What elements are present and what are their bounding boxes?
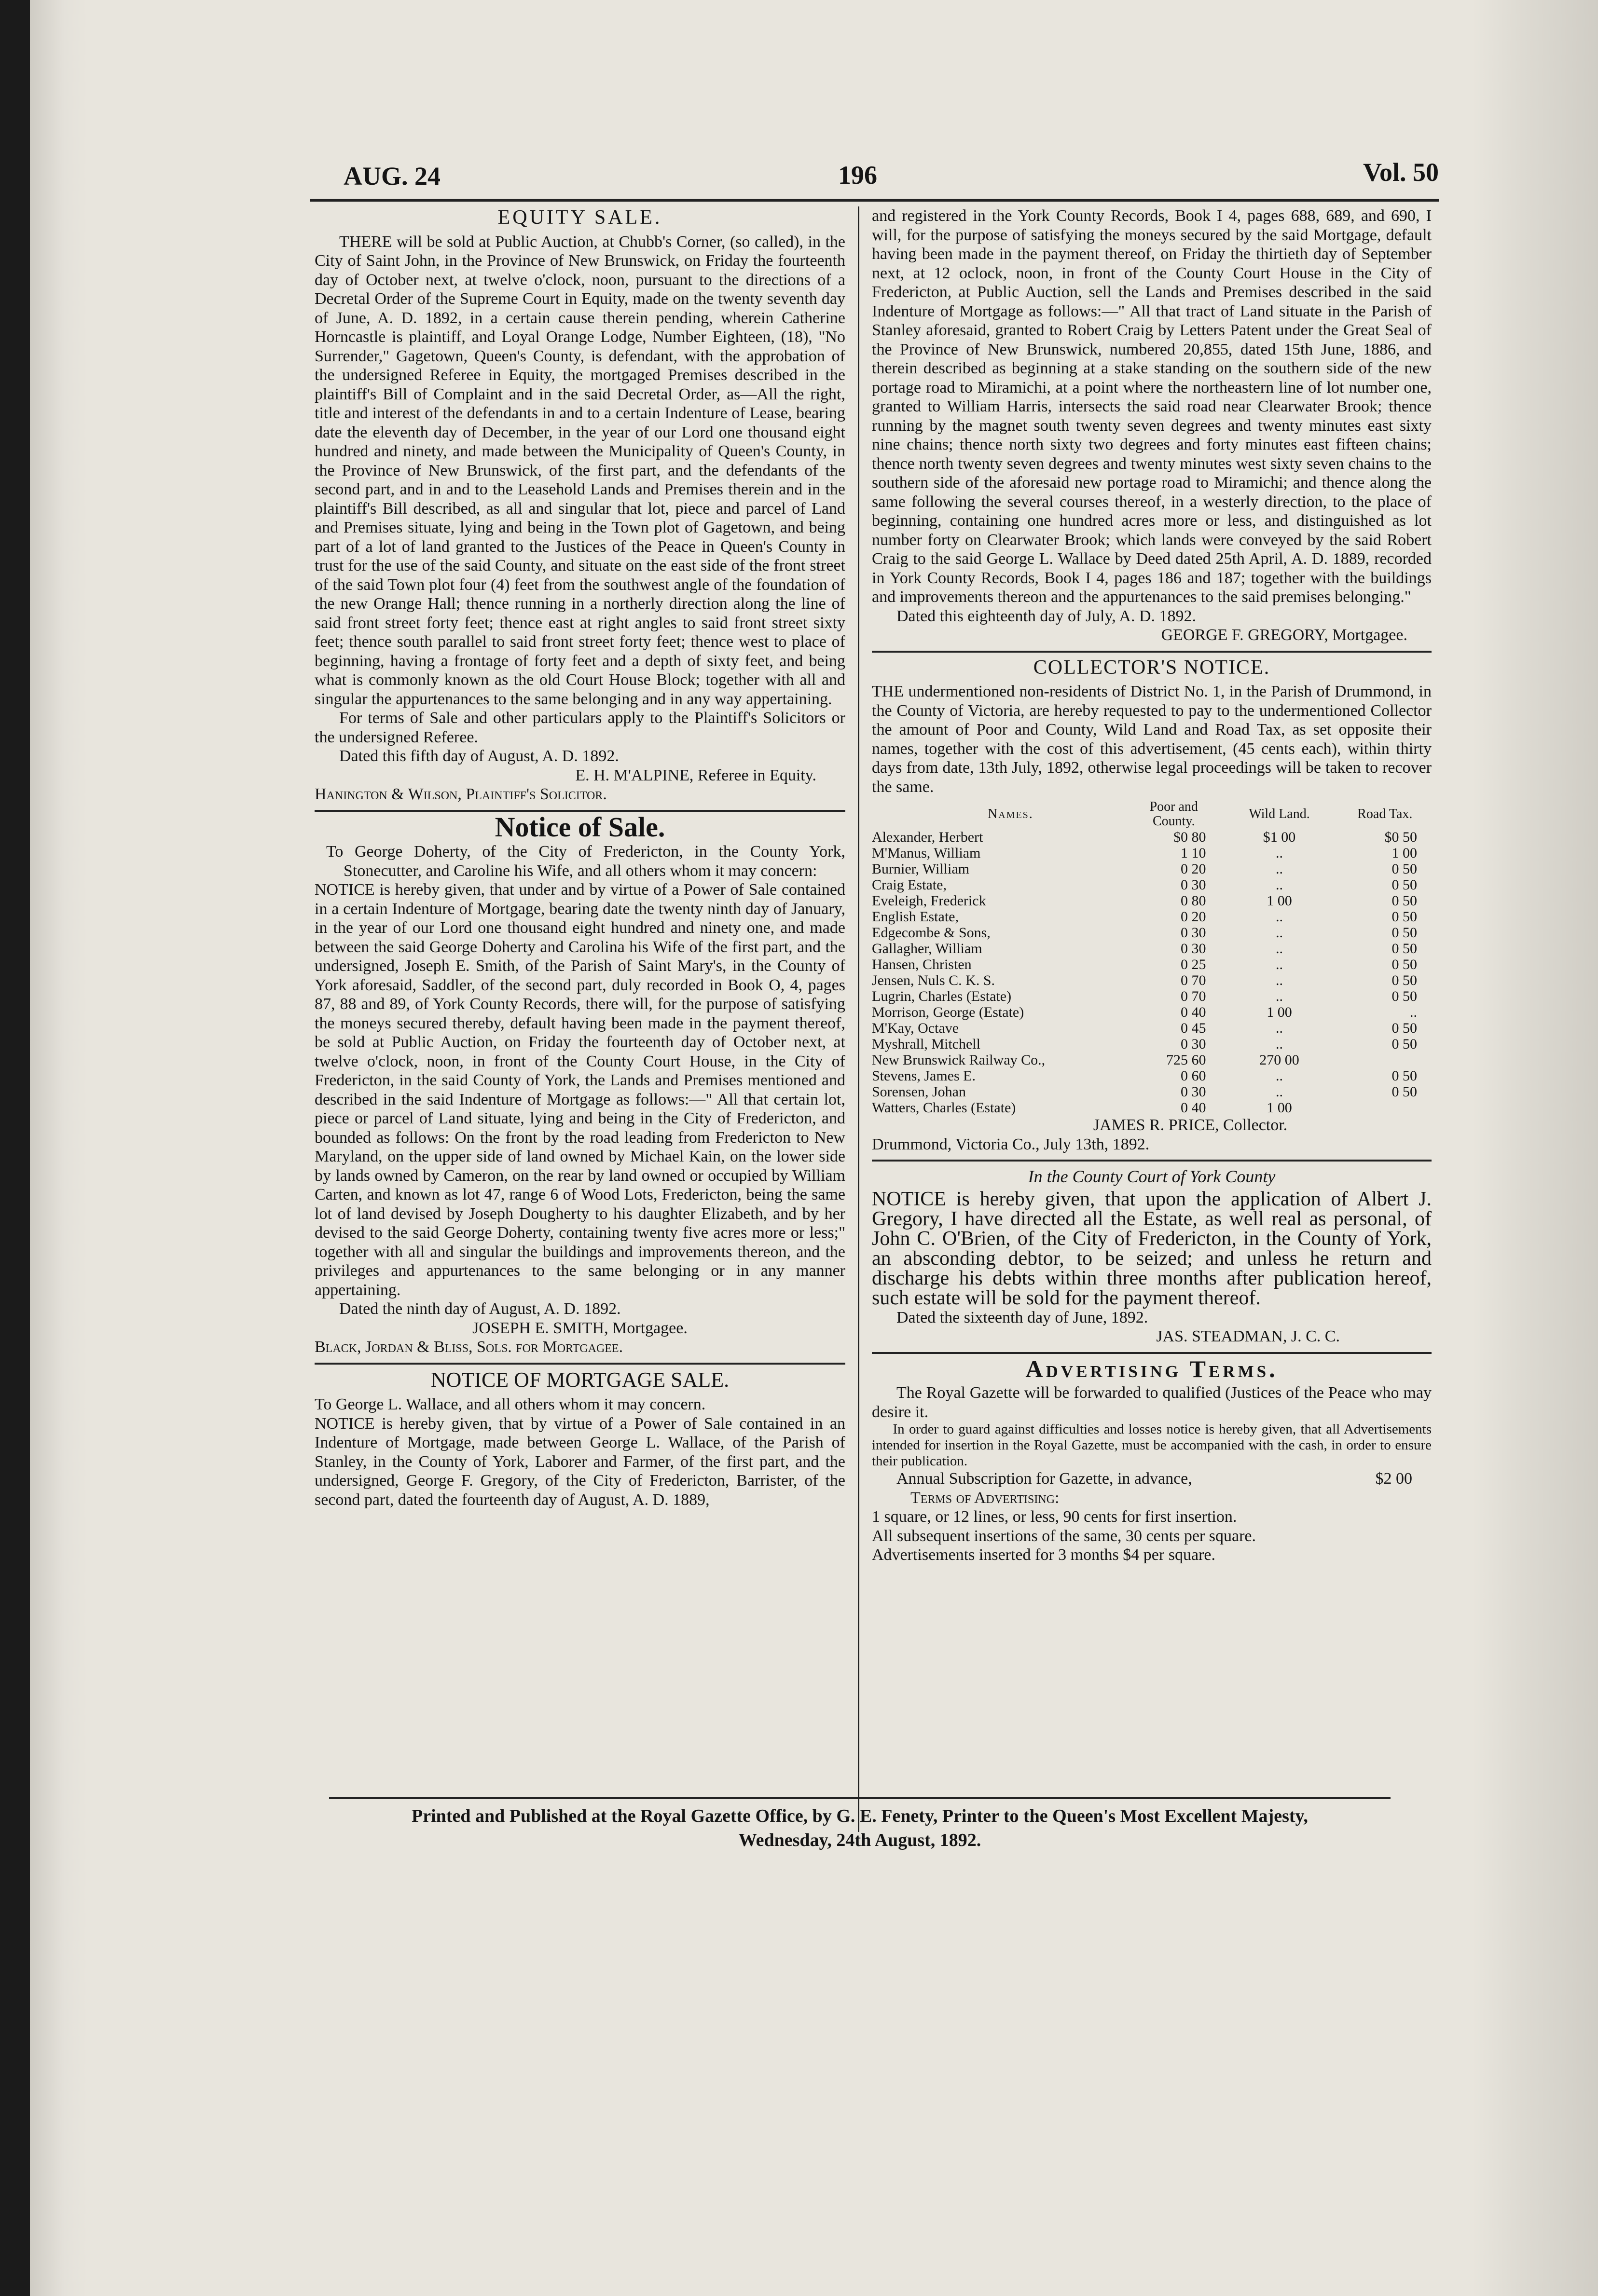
tax-table-row (872, 829, 1432, 845)
tax-name-cell: Alexander, Herbert (872, 829, 983, 845)
tax-road-tax-cell: 0 50 (1391, 877, 1417, 893)
tax-poor-county-cell: 1 10 (1180, 845, 1206, 861)
header-date: AUG. 24 (344, 162, 441, 191)
tax-name-cell: New Brunswick Railway Co., (872, 1052, 1046, 1068)
tax-wild-land-cell: .. (1276, 861, 1283, 877)
tax-road-tax-cell (1338, 1100, 1432, 1116)
section-rule (872, 651, 1432, 653)
tax-table-row (872, 941, 1432, 957)
equity-sale-terms: For terms of Sale and other particulars apply to the Plaintiff's Solicitors or the undersigned Referee. (315, 709, 845, 746)
tax-name-cell: Jensen, Nuls C. K. S. (872, 972, 995, 988)
tax-wild-land-cell: .. (1276, 1068, 1283, 1084)
mortgage-sale-address: To George L. Wallace, and all others whom it may concern. (315, 1395, 706, 1413)
tax-table-row (872, 861, 1432, 877)
mortgage-sale-dated: Dated this eighteenth day of July, A. D. 1892. (896, 607, 1197, 625)
tax-name-cell: Stevens, James E. (872, 1068, 976, 1084)
tax-poor-county-cell: 0 70 (1180, 988, 1206, 1004)
left-column (315, 206, 845, 1509)
page-right-margin (1473, 0, 1598, 2296)
tax-name-cell: English Estate, (872, 909, 959, 925)
tax-table-row (872, 1004, 1432, 1020)
tax-road-tax-cell: 0 50 (1391, 893, 1417, 909)
column-header-names: Names. (988, 806, 1033, 821)
tax-poor-county-cell: 0 25 (1180, 957, 1206, 972)
county-court-title: In the County Court of York County (1028, 1167, 1276, 1186)
tax-name-cell: Hansen, Christen (872, 957, 972, 972)
tax-wild-land-cell: .. (1276, 1036, 1283, 1052)
tax-road-tax-cell: 1 00 (1391, 845, 1417, 861)
tax-poor-county-cell: 0 40 (1180, 1004, 1206, 1020)
tax-wild-land-cell: .. (1276, 909, 1283, 925)
notice-of-sale-signature: JOSEPH E. SMITH, Mortgagee. (472, 1319, 688, 1337)
notice-of-sale-dated: Dated the ninth day of August, A. D. 1892. (339, 1300, 621, 1318)
tax-table-row (872, 1020, 1432, 1036)
tax-table-row (872, 845, 1432, 861)
tax-wild-land-cell: .. (1276, 988, 1283, 1004)
page-left-margin (30, 0, 88, 2296)
mortgage-sale-body-continued: and registered in the York County Records, Book I 4, pages 688, 689, and 690, I will, for the purpose of satisfying the moneys secured by the said Mortgage, default having been made in the payment thereof, on Friday the thirtieth day of September next, at 12 oclock, noon, in front of the County Court House in the City of Fredericton, at Public Auction, sell the Lands and Premises described in the said Indenture of Mortgage as follows:—" All that tract of Land situate in the Parish of Stanley aforesaid, granted to Robert Craig by Letters Patent under the Great Seal of the Province of New Brunswick, numbered 20,855, dated 15th June, 1886, and therein described as beginning at a stake standing on the southern side of the new portage road to Miramichi, at a point where the northeastern line of lot number one, granted to William Harris, intersects the said road near Clearwater Brook; thence running by the magnet south twenty seven degrees and twenty minutes east sixty nine chains; thence north sixty two degrees and forty minutes east fifteen chains; thence north twenty seven degrees and twenty minutes west sixty seven chains to the southern side of the aforesaid new portage road to Miramichi; and thence along the same following the several courses thereof, in a westerly direction, to the place of beginning, containing one hundred acres more or less, and distinguished as lot number forty on Clearwater Brook; which lands were conveyed by the said Robert Craig to the said George L. Wallace by Deed dated 25th April, A. D. 1889, recorded in York County Records, Book I 4, pages 186 and 187; together with the buildings and improvements thereon and the appurtenances to the said premises belonging." (872, 207, 1432, 606)
header-volume: Vol. 50 (1363, 158, 1439, 187)
equity-sale-signature: E. H. M'ALPINE, Referee in Equity. (575, 766, 816, 784)
tax-poor-county-cell: 0 30 (1180, 877, 1206, 893)
tax-name-cell: Eveleigh, Frederick (872, 893, 986, 909)
section-rule (315, 1363, 845, 1365)
tax-wild-land-cell: .. (1276, 1084, 1283, 1100)
tax-road-tax-cell: 0 50 (1391, 1036, 1417, 1052)
tax-name-cell: Watters, Charles (Estate) (872, 1100, 1016, 1116)
tax-road-tax-cell: 0 50 (1391, 972, 1417, 988)
subscription-price: $2 00 (1375, 1470, 1412, 1488)
notice-of-sale-address: To George Doherty, of the City of Fredericton, in the County York, Stonecutter, and Caroline his Wife, and all others whom it may concern: (326, 843, 845, 880)
tax-road-tax-cell: .. (1410, 1004, 1417, 1020)
notice-of-sale-body: NOTICE is hereby given, that under and by virtue of a Power of Sale contained in a certain Indenture of Mortgage, bearing date the twenty ninth day of January, in the year of our Lord one thousand eight hundred and ninety one, and made between the said George Doherty and Carolina his Wife of the first part, and the undersigned, Joseph E. Smith, of the Parish of Saint Mary's, in the County of York aforesaid, Saddler, of the second part, duly recorded in Book O, 4, pages 87, 88 and 89, of York County Records, there will, for the purpose of satisfying the moneys secured thereby, default having been made in the payment thereof, be sold at Public Auction, on Friday the fourteenth day of October next, at twelve o'clock, noon, in front of the County Court House, in the City of Fredericton, in the said County of York, the Lands and Premises mentioned and described in the said Indenture of Mortgage as follows:—" All that certain lot, piece or parcel of Land situate, lying and being in the City of Fredericton, and bounded as follows: On the front by the road leading from Fredericton to New Maryland, on the upper side of land owned by Michael Kain, on the lower side by lands owned by Cameron, on the rear by land owned or occupied by William Carten, and known as lot 47, range 6 of Wood Lots, Fredericton, being the same lot of land devised by Joseph Dougherty to his daughter Elizabeth, and by her devised to the said George Doherty, containing twenty five acres more or less;" together with all and singular the buildings and improvements thereon, and the privileges and appurtenances to the same belonging or in any manner appertaining. (315, 881, 845, 1299)
collectors-notice-title: COLLECTOR'S NOTICE. (1033, 656, 1270, 679)
tax-road-tax-cell: 0 50 (1391, 1020, 1417, 1036)
page-footer (281, 1804, 1439, 1852)
advertising-gazette-note: The Royal Gazette will be forwarded to qualified (Justices of the Peace who may desire it. (872, 1384, 1432, 1421)
tax-wild-land-cell: .. (1276, 925, 1283, 941)
section-rule (872, 1160, 1432, 1162)
tax-road-tax-cell: 0 50 (1391, 1068, 1417, 1084)
column-header-road-tax: Road Tax. (1357, 806, 1413, 821)
equity-sale-body: THERE will be sold at Public Auction, at Chubb's Corner, (so called), in the City of Saint John, in the Province of New Brunswick, on Friday the fourteenth day of October next, at twelve o'clock, noon, pursuant to the directions of a Decretal Order of the Supreme Court in Equity, made on the twenty seventh day of June, A. D. 1892, in a certain cause therein pending, wherein Catherine Horncastle is plaintiff, and Loyal Orange Lodge, Number Eighteen, (18), "No Surrender," Gagetown, Queen's County, is defendant, with the approbation of the undersigned Referee in Equity, the mortgaged Premises described in the plaintiff's Bill of Complaint and in the said Decretal Order, as—All the right, title and interest of the defendants in and to a certain Indenture of Lease, bearing date the eleventh day of December, in the year of our Lord one thousand eight hundred and ninety, and made between the Municipality of Queen's County, in the Province of New Brunswick, of the first part, and the defendants of the second part, and in and to the Leasehold Lands and Premises therein and in the plaintiff's Bill described, as all and singular that lot, piece and parcel of Land and Premises situate, lying and being in the Town plot of Gagetown, and being part of a lot of land granted to the Justices of the Peace in Queen's County in trust for the use of the said County, and situate on the east side of the front street of the said Town plot four (4) feet from the southwest angle of the foundation of the new Orange Hall; thence running in a northerly direction along the line of said front street forty feet; thence east at right angles to said front street sixty feet; thence south parallel to said front street forty feet; thence west to place of beginning, having a frontage of forty feet and a depth of sixty feet, and being what is commonly known as the old Court House Block; together with all and singular the appurtenances to the same belonging and in any way appertaining. (315, 232, 845, 708)
tax-wild-land-cell: $1 00 (1263, 829, 1296, 845)
county-court-dated: Dated the sixteenth day of June, 1892. (896, 1308, 1148, 1326)
tax-poor-county-cell: 0 40 (1180, 1100, 1206, 1116)
tax-road-tax-cell: $0 50 (1384, 829, 1417, 845)
tax-poor-county-cell: 0 45 (1180, 1020, 1206, 1036)
page-header (281, 152, 1439, 191)
tax-table-row (872, 1100, 1432, 1116)
tax-poor-county-cell: 725 60 (1166, 1052, 1206, 1068)
tax-table-row (872, 1068, 1432, 1084)
tax-poor-county-cell: 0 60 (1180, 1068, 1206, 1084)
tax-table-row (872, 925, 1432, 941)
advertising-term-1: 1 square, or 12 lines, or less, 90 cents for first insertion. (872, 1508, 1237, 1526)
tax-wild-land-cell: .. (1276, 972, 1283, 988)
tax-poor-county-cell: $0 80 (1173, 829, 1206, 845)
mortgage-sale-title: NOTICE OF MORTGAGE SALE. (430, 1367, 730, 1392)
tax-name-cell: Craig Estate, (872, 877, 947, 893)
tax-road-tax-cell (1338, 1052, 1432, 1068)
tax-road-tax-cell: 0 50 (1391, 925, 1417, 941)
column-header-poor-county: Poor and County. (1149, 799, 1198, 829)
advertising-cash-note: In order to guard against difficulties and losses notice is hereby given, that all Advertisements intended for insertion in the Royal Gazette, must be accompanied with the cash, in order to ensure their publication. (872, 1421, 1432, 1469)
equity-sale-dated: Dated this fifth day of August, A. D. 1892. (339, 747, 619, 765)
header-rule (310, 199, 1439, 202)
column-header-wild-land: Wild Land. (1249, 806, 1310, 821)
right-column (872, 206, 1432, 1565)
tax-poor-county-cell: 0 30 (1180, 941, 1206, 957)
county-court-signature: JAS. STEADMAN, J. C. C. (1156, 1327, 1340, 1345)
tax-road-tax-cell: 0 50 (1391, 941, 1417, 957)
tax-name-cell: Burnier, William (872, 861, 970, 877)
equity-sale-solicitor: Hanington & Wilson, Plaintiff's Solicitor. (315, 785, 607, 803)
tax-wild-land-cell: .. (1276, 941, 1283, 957)
header-page-number: 196 (838, 161, 877, 190)
tax-wild-land-cell: 1 00 (1267, 1004, 1292, 1020)
advertising-term-3: Advertisements inserted for 3 months $4 per square. (872, 1546, 1215, 1564)
notice-of-sale-solicitor: Black, Jordan & Bliss, Sols. for Mortgagee. (315, 1338, 623, 1356)
tax-poor-county-cell: 0 80 (1180, 893, 1206, 909)
tax-wild-land-cell: .. (1276, 845, 1283, 861)
subscription-label: Annual Subscription for Gazette, in advance, (896, 1470, 1192, 1488)
tax-poor-county-cell: 0 30 (1180, 1084, 1206, 1100)
tax-name-cell: Sorensen, Johan (872, 1084, 966, 1100)
tax-wild-land-cell: .. (1276, 877, 1283, 893)
mortgage-sale-body-start: NOTICE is hereby given, that by virtue of a Power of Sale contained in an Indenture of Mortgage, made between George L. Wallace, of the Parish of Stanley, in the County of York, Laborer and Farmer, of the first part, and the undersigned, George F. Gregory, of the City of Fredericton, Barrister, of the second part, dated the fourteenth day of August, A. D. 1889, (315, 1414, 845, 1509)
tax-table-row (872, 893, 1432, 909)
mortgage-sale-signature: GEORGE F. GREGORY, Mortgagee. (1161, 626, 1407, 644)
tax-table-row (872, 1036, 1432, 1052)
tax-poor-county-cell: 0 30 (1180, 1036, 1206, 1052)
tax-wild-land-cell: .. (1276, 1020, 1283, 1036)
tax-poor-county-cell: 0 70 (1180, 972, 1206, 988)
footer-rule (329, 1797, 1391, 1799)
newspaper-page (30, 0, 1598, 2296)
tax-name-cell: Myshrall, Mitchell (872, 1036, 980, 1052)
tax-name-cell: Morrison, George (Estate) (872, 1004, 1024, 1020)
footer-imprint: Printed and Published at the Royal Gazette Office, by G. E. Fenety, Printer to the Queen's Most Excellent Majesty, (412, 1806, 1308, 1826)
tax-poor-county-cell: 0 20 (1180, 909, 1206, 925)
county-court-body: NOTICE is hereby given, that upon the application of Albert J. Gregory, I have directed all the Estate, as well real as personal, of John C. O'Brien, of the City of Fredericton, in the County of York, an absconding debtor, to be seized; and unless he return and discharge his debts within three months after publication hereof, such estate will be sold for the payment thereof. (872, 1188, 1432, 1309)
collector-dated: Drummond, Victoria Co., July 13th, 1892. (872, 1135, 1150, 1153)
subscription-line (872, 1469, 1432, 1489)
tax-name-cell: Lugrin, Charles (Estate) (872, 988, 1012, 1004)
tax-table-body (872, 829, 1432, 1116)
gazette-sheet (281, 145, 1439, 2002)
tax-name-cell: Edgecombe & Sons, (872, 925, 991, 941)
tax-poor-county-cell: 0 20 (1180, 861, 1206, 877)
collector-signature: JAMES R. PRICE, Collector. (1093, 1116, 1288, 1134)
tax-wild-land-cell: 270 00 (1259, 1052, 1299, 1068)
tax-poor-county-cell: 0 30 (1180, 925, 1206, 941)
tax-road-tax-cell: 0 50 (1391, 1084, 1417, 1100)
tax-table-row (872, 988, 1432, 1004)
tax-road-tax-cell: 0 50 (1391, 861, 1417, 877)
tax-road-tax-cell: 0 50 (1391, 909, 1417, 925)
advertising-terms-title: Advertising Terms. (1025, 1355, 1278, 1382)
tax-table-row (872, 1084, 1432, 1100)
tax-road-tax-cell: 0 50 (1391, 988, 1417, 1004)
tax-table-row (872, 972, 1432, 988)
tax-table-header (872, 799, 1432, 829)
tax-table (872, 799, 1432, 1116)
section-rule (872, 1352, 1432, 1354)
terms-of-advertising-heading: Terms of Advertising: (910, 1489, 1060, 1507)
tax-table-row (872, 877, 1432, 893)
advertising-term-2: All subsequent insertions of the same, 30 cents per square. (872, 1527, 1256, 1545)
equity-sale-title: EQUITY SALE. (497, 206, 662, 229)
tax-wild-land-cell: .. (1276, 957, 1283, 972)
tax-table-row (872, 909, 1432, 925)
tax-table-row (872, 1052, 1432, 1068)
tax-road-tax-cell: 0 50 (1391, 957, 1417, 972)
tax-name-cell: M'Manus, William (872, 845, 981, 861)
tax-name-cell: Gallagher, William (872, 941, 982, 957)
collectors-notice-body: THE undermentioned non-residents of District No. 1, in the Parish of Drummond, in the County of Victoria, are hereby requested to pay to the undermentioned Collector the amount of Poor and County, Wild Land and Road Tax, as set opposite their names, together with the cost of this advertisement, (45 cents each), within thirty days from date, 13th July, 1892, otherwise legal proceedings will be taken to recover the same. (872, 683, 1432, 796)
tax-name-cell: M'Kay, Octave (872, 1020, 959, 1036)
tax-wild-land-cell: 1 00 (1267, 1100, 1292, 1116)
footer-date: Wednesday, 24th August, 1892. (738, 1830, 981, 1850)
notice-of-sale-title: Notice of Sale. (495, 811, 665, 843)
column-separator (858, 206, 859, 1832)
tax-wild-land-cell: 1 00 (1267, 893, 1292, 909)
tax-table-row (872, 957, 1432, 972)
